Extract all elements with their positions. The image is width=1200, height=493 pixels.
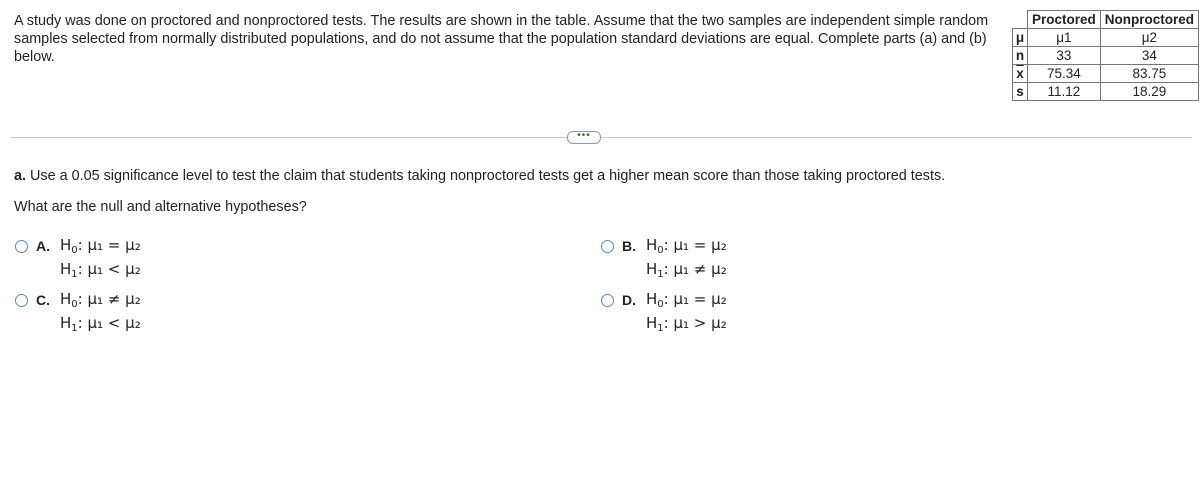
option-d[interactable] (601, 292, 901, 342)
row-label-xbar: $\overline{x}$ (1013, 65, 1028, 83)
row-label-mu: μ (1013, 29, 1028, 47)
radio-button[interactable] (601, 294, 614, 307)
hypothesis-subscript: 0 (71, 245, 78, 256)
null-hypothesis: $H_0$: μ₁ = μ₂ (646, 290, 727, 310)
alternative-hypothesis: $H_1$: μ₁ < μ₂ (60, 314, 141, 334)
table-row (1013, 83, 1199, 101)
hypothesis-symbol: H (646, 236, 658, 254)
question-prompt: What are the null and alternative hypotheses? (14, 199, 307, 215)
data-table (1012, 10, 1199, 101)
option-label: A. (36, 238, 50, 254)
hypothesis-subscript: 0 (71, 299, 78, 310)
table-cell: μ2 (1100, 29, 1198, 47)
radio-button[interactable] (601, 240, 614, 253)
expand-more-button[interactable]: ••• (567, 131, 601, 144)
hypothesis-relation: μ₁ ≠ μ₂ (87, 290, 141, 308)
table-corner (1013, 11, 1028, 29)
question-text: Use a 0.05 significance level to test the claim that students taking nonproctored tests get a higher mean score than those taking proctored tests. (30, 168, 946, 184)
table-cell: μ1 (1028, 29, 1101, 47)
radio-button[interactable] (15, 294, 28, 307)
hypothesis-symbol: H (646, 260, 658, 278)
hypothesis-relation: μ₁ < μ₂ (87, 314, 141, 332)
option-label: B. (622, 238, 636, 254)
table-cell: 83.75 (1100, 65, 1198, 83)
option-label: D. (622, 292, 636, 308)
hypothesis-symbol: H (60, 260, 72, 278)
table-header-nonproctored: Nonproctored (1100, 11, 1198, 29)
alternative-hypothesis: $H_1$: μ₁ ≠ μ₂ (646, 260, 727, 280)
hypothesis-subscript: 1 (71, 323, 78, 334)
table-row (1013, 65, 1199, 83)
hypothesis-relation: μ₁ < μ₂ (87, 260, 141, 278)
null-hypothesis: $H_0$: μ₁ ≠ μ₂ (60, 290, 141, 310)
alternative-hypothesis: $H_1$: μ₁ < μ₂ (60, 260, 141, 280)
hypothesis-symbol: H (60, 314, 72, 332)
hypothesis-subscript: 1 (657, 323, 664, 334)
radio-button[interactable] (15, 240, 28, 253)
problem-statement: A study was done on proctored and nonproctored tests. The results are shown in the table. Assume that the two samples are independent simple random samples selected from normally distributed populations, and do not assume that the population standard deviations are equal. Complete parts (a) and (b) below. (14, 13, 989, 65)
row-label-n: n (1013, 47, 1028, 65)
hypothesis-symbol: H (60, 290, 72, 308)
hypothesis-symbol: H (646, 290, 658, 308)
alternative-hypothesis: $H_1$: μ₁ > μ₂ (646, 314, 727, 334)
option-b[interactable] (601, 238, 901, 288)
section-divider (10, 137, 1192, 138)
hypothesis-relation: μ₁ = μ₂ (87, 236, 141, 254)
hypothesis-subscript: 0 (657, 245, 664, 256)
table-header-row (1013, 11, 1199, 29)
part-label: a. (14, 168, 27, 184)
hypothesis-subscript: 0 (657, 299, 664, 310)
hypothesis-symbol: H (60, 236, 72, 254)
null-hypothesis: $H_0$: μ₁ = μ₂ (60, 236, 141, 256)
hypothesis-subscript: 1 (71, 269, 78, 280)
table-cell: 75.34 (1028, 65, 1101, 83)
option-label: C. (36, 292, 50, 308)
question-part-a (14, 168, 945, 184)
table-row (1013, 29, 1199, 47)
table-cell: 18.29 (1100, 83, 1198, 101)
hypothesis-relation: μ₁ = μ₂ (673, 236, 727, 254)
hypothesis-relation: μ₁ ≠ μ₂ (673, 260, 727, 278)
hypothesis-relation: μ₁ = μ₂ (673, 290, 727, 308)
hypothesis-subscript: 1 (657, 269, 664, 280)
option-a[interactable] (15, 238, 315, 288)
table-cell: 34 (1100, 47, 1198, 65)
table-cell: 33 (1028, 47, 1101, 65)
row-label-s: s (1013, 83, 1028, 101)
table-row (1013, 47, 1199, 65)
table-cell: 11.12 (1028, 83, 1101, 101)
table-header-proctored: Proctored (1028, 11, 1101, 29)
option-c[interactable] (15, 292, 315, 342)
hypothesis-relation: μ₁ > μ₂ (673, 314, 727, 332)
hypothesis-symbol: H (646, 314, 658, 332)
null-hypothesis: $H_0$: μ₁ = μ₂ (646, 236, 727, 256)
